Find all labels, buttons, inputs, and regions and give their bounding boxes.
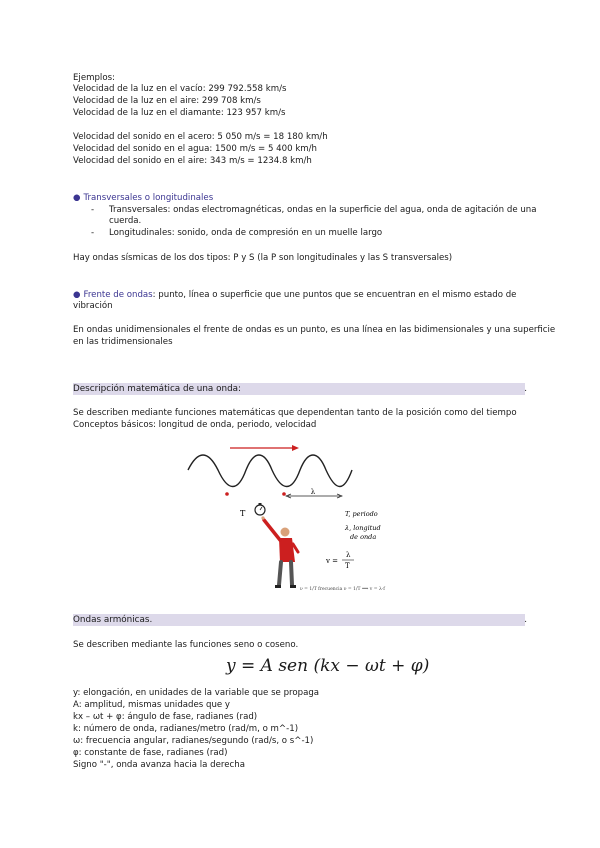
section-title-math: Descripción matemática de una onda: [73, 384, 242, 394]
note-wavelength-2: de onda [350, 533, 377, 541]
transversal-bullet-line [73, 193, 213, 204]
definition-phase-constant: φ: constante de fase, radianes (rad) [73, 748, 228, 758]
velocity-formula-num: λ [346, 551, 351, 559]
section-header-harmonic [73, 614, 525, 626]
wavefront-definition-cont: vibración [73, 301, 113, 311]
math-description-line2: Conceptos básicos: longitud de onda, periodo, velocidad [73, 420, 317, 430]
examples-heading: Ejemplos: [73, 73, 115, 83]
section-header-math [73, 383, 525, 395]
velocity-formula-den: T [345, 562, 350, 570]
wavefront-bullet-line [73, 290, 516, 301]
note-wavelength-1: λ, longitud [345, 524, 381, 532]
harmonic-wave-formula: y = A sen (kx − ωt + φ) [226, 656, 430, 676]
bullet-icon: ● [73, 290, 81, 300]
wavefront-paragraph-line2: en las tridimensionales [73, 337, 173, 347]
lambda-mark: λ [310, 488, 316, 496]
section-end-dot: . [524, 615, 527, 625]
transversal-item-line2: cuerda. [109, 216, 142, 226]
definition-angular-frequency: ω: frecuencia angular, radianes/segundo (rad/s, o s^-1) [73, 736, 314, 746]
light-speed-vacuum: Velocidad de la luz en el vacío: 299 792.558 km/s [73, 84, 287, 94]
section-end-dot: . [524, 384, 527, 394]
sound-speed-steel: Velocidad del sonido en el acero: 5 050 m/s = 18 180 km/h [73, 132, 328, 142]
longitudinal-item: Longitudinales: sonido, onda de compresión en un muelle largo [109, 228, 383, 238]
math-description-line1: Se describen mediante funciones matemáticas que dependentan tanto de la posición como del tiempo [73, 408, 517, 418]
wave-curve [188, 455, 352, 487]
transversal-heading: Transversales o longitudinales [83, 193, 214, 203]
trough-marker [282, 492, 286, 496]
definition-y: y: elongación, en unidades de la variable que se propaga [73, 688, 320, 698]
wave-figure [180, 440, 430, 600]
light-speed-diamond: Velocidad de la luz en el diamante: 123 957 km/s [73, 108, 286, 118]
seismic-waves-text: Hay ondas sísmicas de los dos tipos: P y S (la P son longitudinales y las S transversales) [73, 253, 453, 263]
trough-marker [225, 492, 229, 496]
definition-amplitude: A: amplitud, mismas unidades que y [73, 700, 230, 710]
dash-icon: - [91, 205, 95, 215]
transversal-item-line1: Transversales: ondas electromagnéticas, ondas en la superficie del agua, onda de agitación de una [109, 205, 537, 215]
period-label-T: T [240, 509, 246, 518]
frequency-note: ν = 1/T frecuencia ν = 1/T ⟹ v = λ·f [300, 587, 385, 592]
definition-phase-angle: kx – ωt + φ: ángulo de fase, radianes (rad) [73, 712, 258, 722]
bullet-icon: ● [73, 193, 81, 203]
wavefront-definition: : punto, línea o superficie que une puntos que se encuentran en el mismo estado de [152, 290, 517, 300]
person-figure [261, 516, 298, 588]
wavefront-paragraph-line1: En ondas unidimensionales el frente de ondas es un punto, es una línea en las bidimensionales y una superficie [73, 325, 556, 335]
wavefront-heading: Frente de ondas [83, 290, 153, 300]
light-speed-air: Velocidad de la luz en el aire: 299 708 km/s [73, 96, 261, 106]
dash-icon: - [91, 228, 95, 238]
sound-speed-air: Velocidad del sonido en el aire: 343 m/s = 1234.8 km/h [73, 156, 312, 166]
sound-speed-water: Velocidad del sonido en el agua: 1500 m/s = 5 400 km/h [73, 144, 318, 154]
harmonic-intro: Se describen mediante las funciones seno o coseno. [73, 640, 299, 650]
note-period: T, periodo [345, 510, 378, 518]
propagation-arrow-head [292, 445, 299, 451]
velocity-formula-left: v = [326, 557, 339, 565]
section-title-harmonic: Ondas armónicas. [73, 615, 153, 625]
definition-sign: Signo "-", onda avanza hacia la derecha [73, 760, 245, 770]
definition-wave-number: k: número de onda, radianes/metro (rad/m, o m^-1) [73, 724, 299, 734]
